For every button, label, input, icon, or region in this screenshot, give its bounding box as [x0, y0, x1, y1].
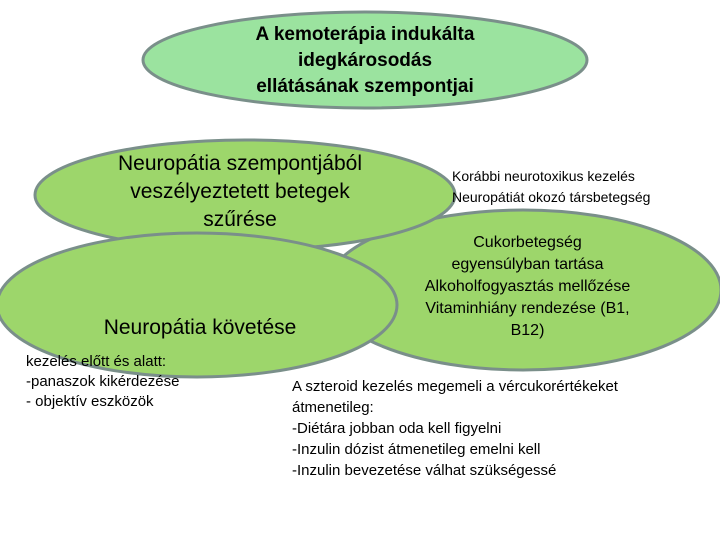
steroid-note-line: -Inzulin dózist átmenetileg emelni kell: [292, 441, 541, 458]
management-line: Alkoholfogyasztás mellőzése: [424, 278, 631, 295]
title-text: [190, 22, 540, 100]
management-line: Vitaminhiány rendezése (B1,: [425, 300, 630, 317]
management-line: Cukorbetegség: [473, 234, 582, 251]
steroid-note-line: -Diétára jobban oda kell figyelni: [292, 420, 502, 437]
screening-text: [90, 150, 390, 234]
management-line: egyensúlyban tartása: [451, 256, 604, 273]
screening-line: Neuropátia szempontjából: [118, 152, 362, 175]
risk-factors-text: [452, 166, 720, 208]
steroid-note-line: átmenetileg:: [292, 399, 374, 416]
monitoring-line: kezelés előtt és alatt:: [26, 353, 167, 370]
monitoring-text: [26, 352, 276, 412]
title-line: ellátásának szempontjai: [256, 76, 474, 97]
risk-factor-line: Korábbi neurotoxikus kezelés: [452, 168, 635, 184]
management-line: B12): [510, 322, 545, 339]
steroid-note-line: -Inzulin bevezetése válhat szükségessé: [292, 462, 557, 479]
title-line: A kemoterápia indukálta: [255, 24, 475, 45]
steroid-note-line: A szteroid kezelés megemeli a vércukorértékeket: [292, 378, 618, 395]
follow-up-label: Neuropátia követése: [103, 316, 297, 339]
monitoring-line: -panaszok kikérdezése: [26, 373, 180, 390]
screening-line: szűrése: [203, 208, 277, 231]
risk-factor-line: Neuropátiát okozó társbetegség: [452, 189, 651, 205]
steroid-note-text: [292, 376, 712, 481]
screening-line: veszélyeztetett betegek: [130, 180, 350, 203]
management-text: [385, 232, 670, 342]
title-line: idegkárosodás: [297, 50, 433, 71]
monitoring-line: - objektív eszközök: [26, 393, 154, 410]
